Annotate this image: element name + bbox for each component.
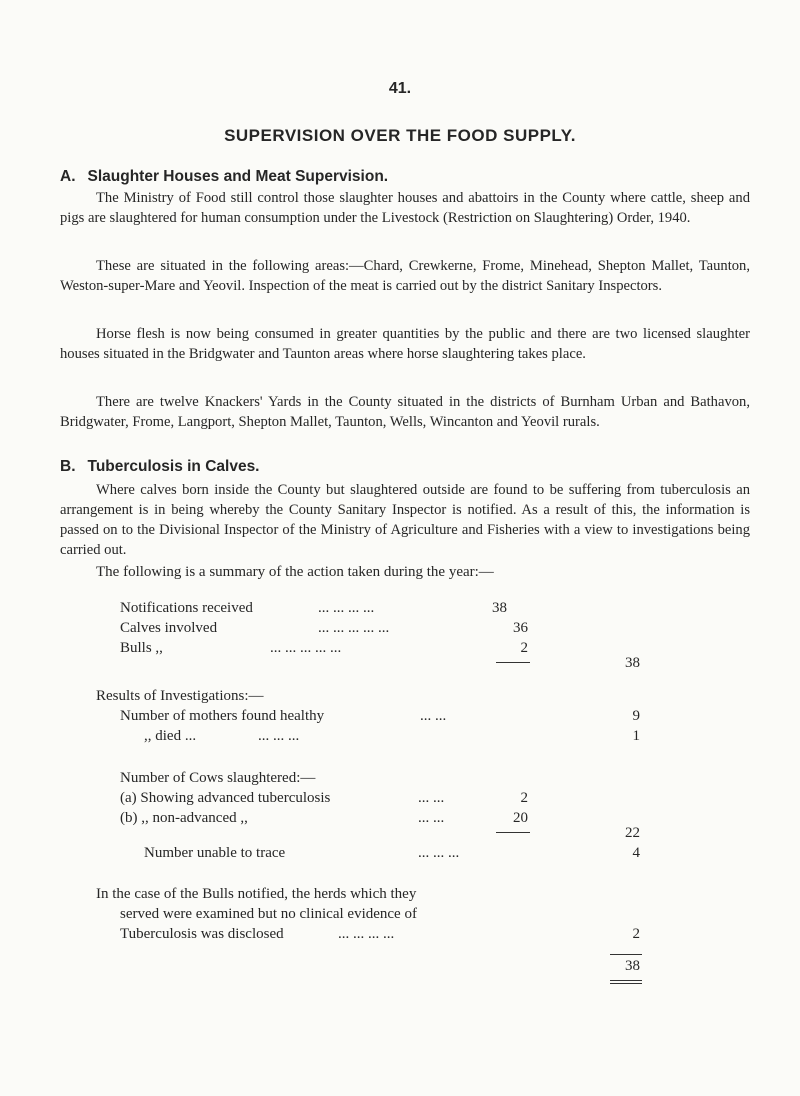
- section-a-letter: A.: [60, 168, 76, 185]
- section-b-title: Tuberculosis in Calves.: [87, 458, 260, 475]
- grand-total-rule-bottom-2: [610, 983, 642, 984]
- mothers-healthy-label: Number of mothers found healthy ... ...: [120, 708, 447, 724]
- advanced-label: (a) Showing advanced tuberculosis ... ...: [120, 790, 445, 806]
- bulls-note-line-3: Tuberculosis was disclosed ... ... ... ...: [120, 926, 395, 942]
- mothers-died-label: ,, died ... ... ... ...: [144, 728, 300, 744]
- cows-total: 22: [625, 825, 640, 841]
- mothers-died-value: 1: [632, 728, 640, 744]
- grand-total-rule-bottom-1: [610, 980, 642, 981]
- summary-intro: The following is a summary of the action taken during the year:—: [96, 564, 494, 580]
- bulls-note-line-1: In the case of the Bulls notified, the herds which they: [96, 886, 417, 902]
- grand-total: 38: [625, 958, 640, 974]
- cows-subtotal-rule: [496, 832, 530, 833]
- page-number: 41.: [388, 80, 412, 97]
- bulls-label: Bulls ,, ... ... ... ... ...: [120, 640, 342, 656]
- calves-label: Calves involved ... ... ... ... ...: [120, 620, 390, 636]
- untraceable-value: 4: [632, 845, 640, 861]
- non-advanced-label: (b) ,, non-advanced ,, ... ...: [120, 810, 445, 826]
- advanced-value: 2: [520, 790, 528, 806]
- bulls-value: 2: [520, 640, 528, 656]
- bulls-note-line-2: served were examined but no clinical evidence of: [120, 906, 417, 922]
- section-b-letter: B.: [60, 458, 76, 475]
- section-b-heading: [60, 458, 260, 476]
- notifications-label: Notifications received ... ... ... ...: [120, 600, 375, 616]
- untraceable-label: Number unable to trace ... ... ...: [144, 845, 460, 861]
- calves-value: 36: [513, 620, 528, 636]
- non-advanced-value: 20: [513, 810, 528, 826]
- cows-heading: Number of Cows slaughtered:—: [120, 770, 316, 786]
- grand-total-rule-top: [610, 954, 642, 955]
- section-a-paragraph-4: There are twelve Knackers' Yards in the County situated in the districts of Burnham Urban and Bathavon, Bridgwater, Frome, Langport, Shepton Mallet, Taunton, Wells, Wincanton and Yeovil rurals.: [60, 394, 750, 430]
- mothers-healthy-value: 9: [632, 708, 640, 724]
- section-a-paragraph-1: The Ministry of Food still control those slaughter houses and abattoirs in the County where cattle, sheep and pigs are slaughtered for human consumption under the Livestock (Restriction on Slaughtering) Order, 1940.: [60, 190, 750, 226]
- bulls-note-value: 2: [632, 926, 640, 942]
- notifications-value: 38: [492, 600, 507, 616]
- section-a-paragraph-2: These are situated in the following areas:—Chard, Crewkerne, Frome, Minehead, Shepton Mallet, Taunton, Weston-super-Mare and Yeovil. Inspection of the meat is carried out by the district Sanitary Inspectors.: [60, 258, 750, 294]
- section-a-paragraph-3: Horse flesh is now being consumed in greater quantities by the public and there are two licensed slaughter houses situated in the Bridgwater and Taunton areas where horse slaughtering takes place.: [60, 326, 750, 362]
- subtotal-rule: [496, 662, 530, 663]
- section-a-title: Slaughter Houses and Meat Supervision.: [87, 168, 389, 185]
- total-involved: 38: [625, 655, 640, 671]
- results-heading: Results of Investigations:—: [96, 688, 264, 704]
- page-title: SUPERVISION OVER THE FOOD SUPPLY.: [224, 126, 576, 145]
- section-a-heading: [60, 168, 388, 186]
- section-b-paragraph: Where calves born inside the County but slaughtered outside are found to be suffering from tuberculosis an arrangement is in being whereby the County Sanitary Inspector is notified. As a result of this, the information is passed on to the Divisional Inspector of the Ministry of Agriculture and Fisheries with a view to investigations being carried out.: [60, 482, 750, 558]
